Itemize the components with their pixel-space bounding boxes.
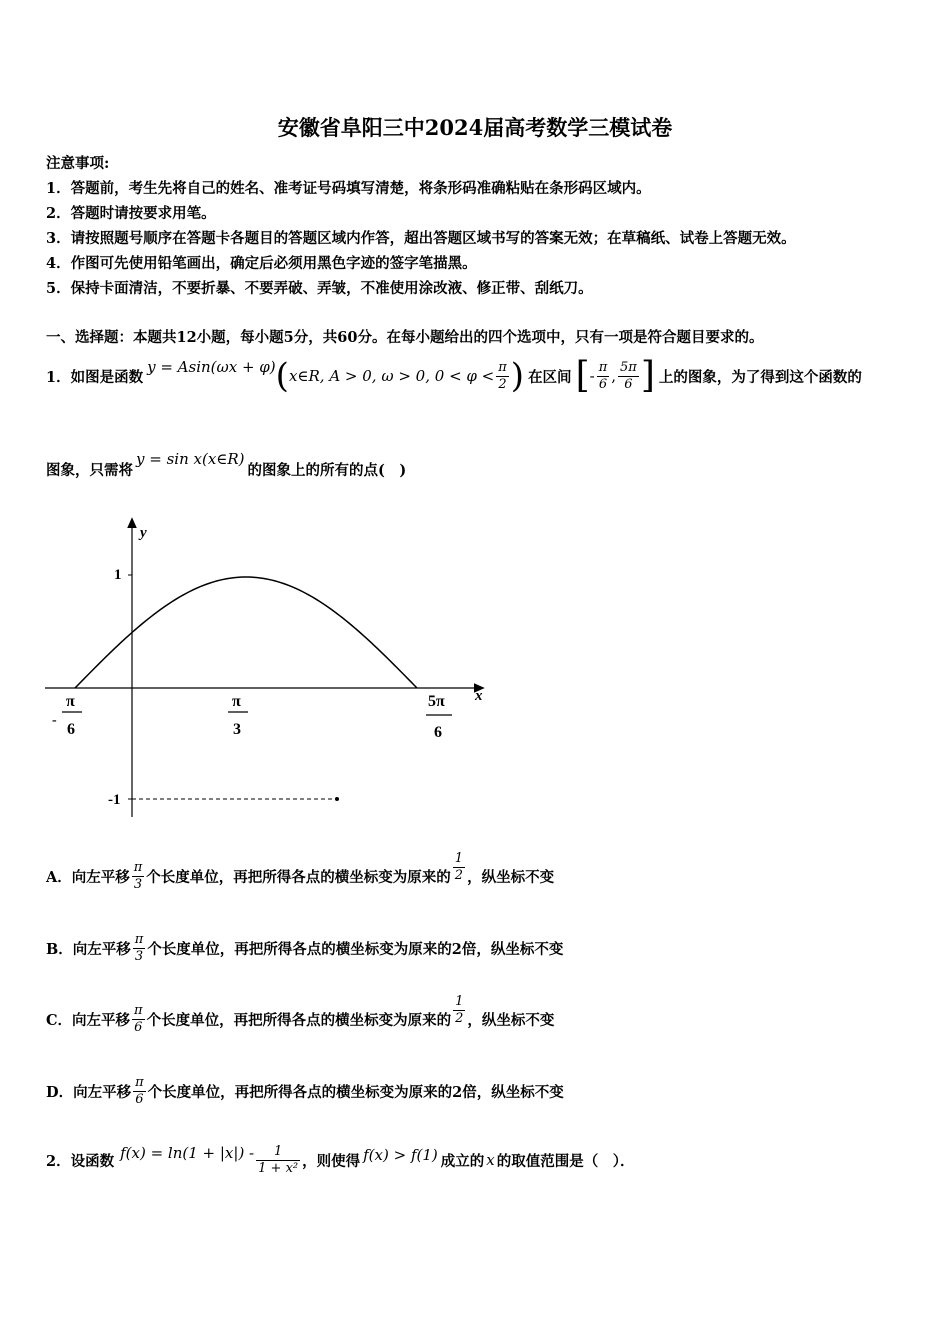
option-a-label: A．向左平移: [46, 868, 130, 886]
x-axis-label: x: [475, 688, 483, 704]
sine-graph: [40, 512, 510, 822]
option-a-text: 个长度单位，再把所得各点的横坐标变为原来的: [146, 868, 451, 886]
notice-item: 4．作图可先使用铅笔画出，确定后必须用黑色字迹的签字笔描黑。: [46, 255, 477, 272]
q1-condition-fraction: [496, 360, 509, 393]
q2-function: f(x) = ln(1 + |x|) -: [120, 1144, 255, 1162]
option-d-text: 个长度单位，再把所得各点的横坐标变为原来的2倍，纵坐标不变: [147, 1083, 564, 1101]
section-heading: 一、选择题：本题共12小题，每小题5分，共60分。在每小题给出的四个选项中，只有一项是符合题目要求的。: [46, 329, 764, 346]
option-c-end: ，纵坐标不变: [467, 1011, 555, 1029]
fraction-numerator: π: [134, 931, 144, 947]
option-a-end: ，纵坐标不变: [467, 868, 555, 886]
fraction-numerator: π: [135, 1074, 144, 1090]
fraction-numerator: π: [133, 859, 143, 875]
q1-prefix: 1．如图是函数: [46, 368, 144, 386]
question-2: [46, 1132, 634, 1188]
fraction-denominator: 3: [132, 876, 145, 893]
notice-item: 1．答题前，考生先将自己的姓名、准考证号码填写清楚，将条形码准确粘贴在条形码区域内。: [46, 180, 651, 197]
fraction-denominator: 6: [133, 1091, 146, 1108]
question-1-line-2: [46, 450, 406, 480]
option-b-label: B．向左平移: [46, 940, 131, 958]
right-bracket-icon: ]: [640, 355, 655, 396]
x-tick-1-denominator: 6: [67, 721, 75, 738]
notice-item: 3．请按照题号顺序在答题卡各题目的答题区域内作答，超出答题区域书写的答案无效；在草稿纸、试卷上答题无效。: [46, 230, 796, 247]
left-bracket-icon: [: [575, 355, 590, 396]
option-c[interactable]: [46, 989, 554, 1049]
option-c-scale-fraction: [453, 994, 465, 1027]
notice-item: 2．答题时请按要求用笔。: [46, 205, 216, 222]
interval-right-fraction: [618, 360, 639, 393]
option-b-shift-fraction: [133, 932, 146, 965]
q1-line2-suffix: 的图象上的所有的点( ): [247, 462, 407, 479]
q1-condition: x∈R, A > 0, ω > 0, 0 < φ <: [288, 367, 495, 385]
x-tick-3-denominator: 6: [434, 724, 442, 741]
option-a-scale-fraction: [453, 851, 465, 884]
q2-mid2: 成立的: [440, 1152, 485, 1170]
q2-suffix: 的取值范围是（ ）．: [496, 1152, 635, 1170]
q2-mid: ，则使得: [302, 1152, 361, 1170]
option-d[interactable]: [46, 1061, 564, 1121]
fraction-numerator: 1: [273, 1143, 283, 1159]
fraction-denominator: 2: [455, 1010, 464, 1026]
option-c-shift-fraction: [132, 1003, 145, 1036]
fraction-denominator: 2: [496, 376, 509, 393]
fraction-denominator: 6: [618, 376, 639, 393]
right-paren-icon: ): [510, 356, 525, 396]
fraction-denominator: 3: [133, 948, 146, 965]
x-tick-3-numerator: 5π: [428, 693, 445, 710]
x-tick-2-numerator: π: [232, 693, 241, 710]
left-paren-icon: (: [275, 356, 289, 396]
q2-prefix: 2．设函数: [46, 1152, 115, 1170]
fraction-numerator: π: [498, 359, 507, 375]
option-d-shift-fraction: [133, 1075, 146, 1108]
q1-function: y = Asin(ωx + φ): [147, 358, 276, 376]
x-tick-1-sign: -: [52, 713, 57, 728]
comma-icon: ,: [611, 367, 617, 385]
q2-inequality: f(x) > f(1): [363, 1146, 438, 1164]
q1-suffix: 上的图象，为了得到这个函数的: [658, 368, 862, 386]
option-d-label: D．向左平移: [46, 1083, 132, 1101]
option-c-label: C．向左平移: [46, 1011, 131, 1029]
fraction-numerator: 1: [455, 993, 464, 1009]
q2-variable: x: [486, 1151, 495, 1169]
q1-mid: 在区间: [528, 368, 572, 386]
x-tick-2-denominator: 3: [233, 721, 241, 738]
option-b-text: 个长度单位，再把所得各点的横坐标变为原来的2倍，纵坐标不变: [147, 940, 564, 958]
fraction-denominator: 2: [454, 867, 464, 883]
notice-item: 5．保持卡面清洁，不要折暴、不要弄破、弄皱，不准使用涂改液、修正带、刮纸刀。: [46, 280, 593, 297]
option-c-text: 个长度单位，再把所得各点的横坐标变为原来的: [146, 1011, 452, 1029]
x-tick-1-numerator: π: [66, 693, 75, 710]
q1-line2-function: y = sin x(x∈R): [136, 450, 245, 468]
fraction-denominator: 1 + x²: [258, 1160, 299, 1176]
fraction-numerator: 1: [454, 850, 464, 866]
question-1-line-1: [46, 350, 862, 402]
sine-curve: [75, 577, 417, 688]
min-point: [335, 797, 339, 801]
y-tick-one: 1: [114, 567, 122, 583]
interval-left-fraction: [597, 360, 610, 393]
y-axis-label: y: [140, 525, 147, 541]
q2-fraction: [256, 1144, 300, 1177]
option-b[interactable]: [46, 918, 563, 978]
fraction-denominator: 6: [132, 1019, 145, 1036]
y-tick-neg-one: -1: [108, 792, 121, 808]
fraction-numerator: 5π: [620, 359, 637, 375]
fraction-denominator: 6: [597, 376, 610, 393]
fraction-numerator: π: [134, 1002, 143, 1018]
page-title: 安徽省阜阳三中2024届高考数学三模试卷: [277, 115, 673, 140]
fraction-numerator: π: [598, 359, 608, 375]
interval-sign: -: [589, 367, 595, 385]
notice-heading: 注意事项:: [46, 155, 110, 172]
option-a-shift-fraction: [132, 860, 145, 893]
q1-line2-prefix: 图象，只需将: [46, 462, 133, 479]
option-a[interactable]: [46, 846, 554, 906]
